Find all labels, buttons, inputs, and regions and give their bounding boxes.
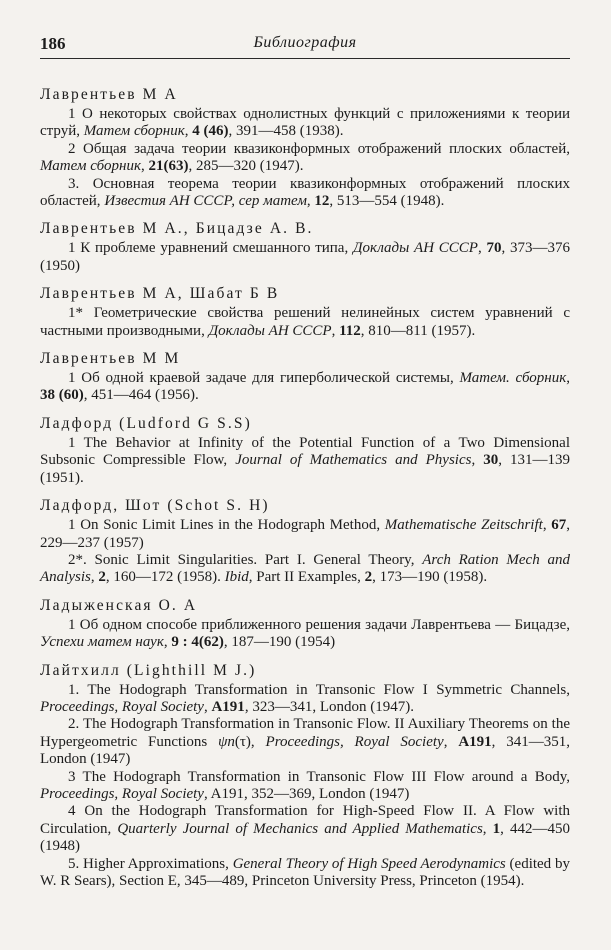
citation-text: 4 On the Hodograph Transformation for High-Speed Flow II. A Flow with Circulation,: [40, 803, 570, 837]
citation-text: 2. The Hodograph Transformation in Transonic Flow. II Auxiliary Theorems on the Hypergeometric Functions: [40, 716, 570, 750]
bibliography-entry: [40, 284, 570, 340]
citation-volume: 70: [486, 240, 502, 257]
work-citation: [40, 305, 570, 340]
citation-text: ,: [184, 123, 193, 140]
citation-volume: 12: [314, 193, 330, 210]
citation-title: Матем. сборник: [459, 370, 567, 387]
work-citation: [40, 552, 570, 587]
citation-text: ,: [203, 698, 212, 715]
citation-volume: 9 : 4(62): [171, 634, 224, 651]
citation-volume: 38 (60): [40, 387, 84, 404]
citation-title: Ibid: [224, 569, 249, 586]
citation-title: Матем сборник: [40, 158, 141, 175]
citation-text: ,: [306, 193, 315, 210]
citation-text: , 442—450 (1948): [40, 820, 571, 855]
citation-text: ,: [542, 517, 552, 534]
citation-text: , 341—351, London (1947): [40, 733, 571, 768]
citation-text: (τ),: [234, 733, 266, 750]
citation-text: , 513—554 (1948).: [329, 193, 445, 210]
citation-text: , 451—464 (1956).: [83, 387, 199, 404]
work-citation: [40, 682, 570, 717]
entry-author: Лаврентьев М А., Бицадзе А. В.: [40, 220, 314, 238]
work-citation: [40, 856, 570, 891]
citation-text: 1 Об одной краевой задаче для гиперболической системы,: [68, 370, 460, 387]
citation-text: ,: [471, 452, 484, 469]
citation-text: 1. The Hodograph Transformation in Transonic Flow I Symmetric Channels,: [68, 681, 570, 698]
bibliography-entry: [40, 414, 570, 487]
citation-text: , A191, 352—369, London (1947): [203, 785, 410, 802]
citation-text: , 131—139 (1951).: [40, 452, 571, 486]
bibliography-page: [40, 34, 570, 899]
entry-author: Лаврентьев М А: [40, 86, 178, 103]
citation-text: , 160—172 (1958).: [105, 569, 225, 586]
bibliography-entries: [40, 85, 570, 890]
bibliography-entry: [40, 219, 570, 275]
work-citation: [40, 435, 570, 487]
citation-volume: 112: [339, 322, 361, 339]
citation-volume: 30: [483, 452, 499, 469]
citation-title: General Theory of High Speed Aerodynamics: [232, 855, 506, 872]
citation-text: 3. Основная теорема теории квазиконформных отображений плоских областей,: [40, 175, 570, 210]
citation-text: 1 The Behavior at Infinity of the Potential Function of a Two Dimensional Subsonic Compressible Flow,: [40, 434, 570, 469]
citation-text: 1 Об одном способе приближенного решения задачи Лаврентьева — Бицадзе,: [68, 616, 570, 633]
citation-text: , 391—458 (1938).: [228, 123, 344, 140]
citation-title: Proceedings, Royal Society: [265, 733, 444, 750]
citation-title: Journal of Mathematics and Physics: [235, 452, 472, 469]
citation-volume: 21(63): [148, 158, 189, 175]
entry-author: Ладфорд, Шот (Schot S. H): [40, 497, 270, 515]
citation-text: 5. Higher Approximations,: [68, 855, 233, 872]
running-title: Библиография: [253, 34, 357, 51]
work-citation: [40, 769, 570, 804]
work-citation: [40, 370, 570, 405]
citation-volume: 4 (46): [192, 123, 229, 140]
citation-title: Успехи матем наук: [40, 634, 164, 651]
citation-text: ,: [90, 569, 99, 586]
citation-volume: 2: [364, 569, 373, 586]
citation-text: ,: [443, 733, 459, 750]
citation-text: , 373—376 (1950): [40, 240, 571, 274]
bibliography-entry: [40, 596, 570, 652]
citation-text: 1 О некоторых свойствах однолистных функций с приложениями к теории струй,: [40, 106, 570, 140]
work-citation: [40, 617, 570, 652]
citation-title: Известия АН СССР, сер матем: [104, 193, 307, 210]
citation-text: 1 К проблеме уравнений смешанного типа,: [68, 240, 353, 257]
entry-author: Ладфорд (Ludford G S.S): [40, 414, 252, 432]
citation-text: , 323—341, London (1947).: [244, 698, 414, 715]
citation-text: 2*. Sonic Limit Singularities. Part I. General Theory,: [68, 551, 423, 568]
citation-text: , 229—237 (1957): [40, 517, 571, 551]
citation-text: 3 The Hodograph Transformation in Transonic Flow III Flow around a Body,: [68, 768, 570, 785]
work-citation: [40, 106, 570, 141]
citation-volume: 2: [98, 569, 106, 586]
citation-title: Arch Ration Mech and Analysis: [40, 551, 570, 586]
citation-volume: A191: [211, 698, 245, 715]
citation-text: ,: [482, 820, 493, 837]
citation-title: Доклады АН СССР: [208, 322, 332, 339]
citation-title: Proceedings, Royal Society: [40, 698, 204, 715]
citation-title: n: [227, 733, 235, 750]
work-citation: [40, 176, 570, 211]
citation-title: ψ: [218, 733, 228, 750]
citation-volume: 67: [551, 517, 567, 534]
citation-text: (edited by W. R Sears), Section E, 345—489, Princeton University Press, Princeton (1954).: [40, 855, 570, 889]
work-citation: [40, 517, 570, 552]
citation-title: Proceedings, Royal Society: [40, 785, 204, 802]
citation-text: ,: [141, 158, 149, 175]
citation-text: , Part II Examples,: [248, 569, 365, 586]
entry-author: Лаврентьев М М: [40, 350, 181, 368]
citation-title: Доклады АН СССР: [352, 240, 478, 257]
work-citation: [40, 240, 570, 275]
citation-title: Матем сборник: [83, 123, 185, 140]
citation-volume: 1: [492, 820, 501, 837]
citation-text: , 173—190 (1958).: [372, 569, 488, 586]
citation-text: ,: [566, 370, 570, 387]
citation-text: , 187—190 (1954): [223, 634, 336, 651]
entry-author: Ладыженская О. А: [40, 596, 198, 614]
citation-text: ,: [477, 240, 487, 257]
bibliography-entry: [40, 661, 570, 891]
page-number: 186: [40, 34, 66, 53]
bibliography-entry: [40, 85, 570, 210]
citation-title: Quarterly Journal of Mechanics and Applied Mathematics: [117, 820, 483, 837]
bibliography-entry: [40, 496, 570, 587]
citation-text: 1 On Sonic Limit Lines in the Hodograph Method,: [68, 517, 385, 534]
citation-text: ,: [331, 322, 340, 339]
citation-text: ,: [163, 634, 172, 651]
page-header: [40, 34, 570, 59]
bibliography-entry: [40, 349, 570, 405]
work-citation: [40, 716, 570, 768]
entry-author: Лайтхилл (Lighthill M J.): [40, 661, 257, 679]
work-citation: [40, 803, 570, 855]
citation-title: Mathematische Zeitschrift: [384, 517, 543, 534]
citation-text: 1* Геометрические свойства решений нелинейных систем уравнений с частными производными,: [40, 305, 570, 339]
citation-text: , 810—811 (1957).: [360, 322, 476, 339]
work-citation: [40, 141, 570, 176]
citation-text: , 285—320 (1947).: [188, 158, 304, 175]
citation-text: 2 Общая задача теории квазиконформных отображений плоских областей,: [68, 140, 570, 157]
entry-author: Лаврентьев М А, Шабат Б В: [40, 285, 280, 303]
citation-volume: A191: [458, 733, 492, 750]
